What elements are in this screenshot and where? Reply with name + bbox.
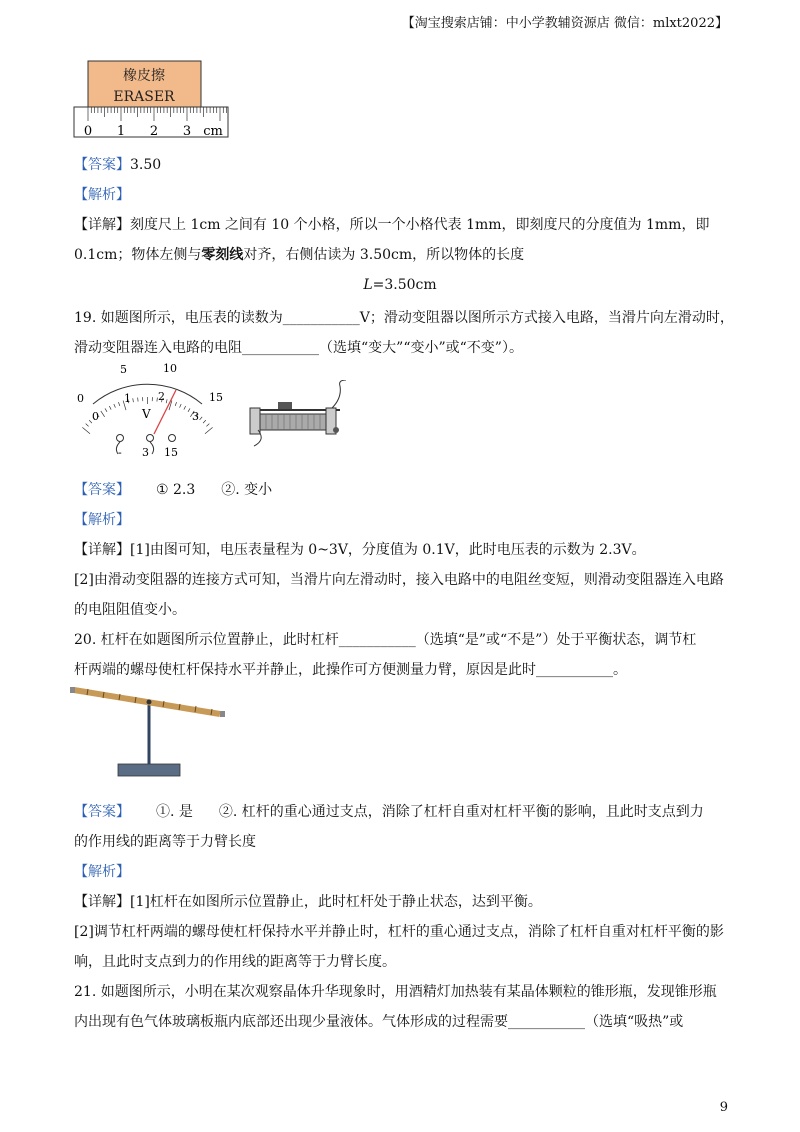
q19-stem-line2: 滑动变阻器连入电路的电阻___________（选填“变大”“变小”或“不变”）。 xyxy=(74,340,523,356)
meter-tick xyxy=(82,427,90,433)
page-number: 9 xyxy=(719,1100,728,1115)
voltmeter-figure xyxy=(68,362,238,460)
meter-tick xyxy=(184,406,186,410)
meter-outer-0: 0 xyxy=(77,392,84,405)
q19-detail1: 【详解】[1]由图可知，电压表量程为 0~3V，分度值为 0.1V，此时电压表的示数为 2.3V。 xyxy=(74,542,646,558)
q19-analysis-tag: 【解析】 xyxy=(74,512,130,528)
q21-stem-line2: 内出现有色气体玻璃板瓶内底部还出现少量液体。气体形成的过程需要___________（选填“吸热”或 xyxy=(74,1014,684,1030)
terminal-negative xyxy=(117,435,124,442)
lever-stand-base xyxy=(118,764,180,776)
eraser-en-label: ERASER xyxy=(113,89,175,105)
terminal-3 xyxy=(147,435,154,442)
ruler-tick-label-2: 2 xyxy=(149,124,159,139)
meter-tick xyxy=(205,427,213,433)
meter-tick xyxy=(175,402,176,406)
terminal-15 xyxy=(169,435,176,442)
meter-symbol: V xyxy=(142,407,151,421)
terminal-label-15: 15 xyxy=(164,446,178,459)
q18-analysis-tag: 【解析】 xyxy=(74,187,130,203)
meter-tick xyxy=(206,424,209,427)
answer-tag: 【答案】 xyxy=(74,157,130,173)
meter-inner-1: 1 xyxy=(124,392,131,405)
terminal-label-3: 3 xyxy=(142,446,149,459)
ruler-tick-label-1: 1 xyxy=(116,124,126,139)
meter-tick xyxy=(109,406,111,410)
rheostat-slider xyxy=(278,402,292,410)
meter-tick xyxy=(188,408,190,411)
q19-stem-line1: 19. 如题图所示，电压表的读数为___________V；滑动变阻器以图所示方式接入电路，当滑片向左滑动时， xyxy=(74,310,734,326)
meter-tick xyxy=(114,404,116,408)
ruler-tick-label-3: 3 xyxy=(182,124,192,139)
q19-answer: 【答案】 ① 2.3 ②. 变小 xyxy=(74,482,273,498)
q18-detail-line1: 【详解】刻度尺上 1cm 之间有 10 个小格，所以一个小格代表 1mm，即刻度尺的分度值为 1mm，即 xyxy=(74,217,710,233)
meter-outer-15: 15 xyxy=(209,391,223,404)
detail-tag: 【详解】 xyxy=(74,217,130,233)
meter-tick xyxy=(105,408,107,411)
meter-inner-2: 2 xyxy=(158,390,165,403)
ruler-tick-label-0: 0 xyxy=(83,124,93,139)
meter-inner-0: 0 xyxy=(92,410,99,423)
page-header: 【淘宝搜索店铺：中小学教辅资源店 微信：mlxt2022】 xyxy=(401,16,728,31)
zero-mark-term: 零刻线 xyxy=(201,247,244,263)
rheostat-coil xyxy=(260,414,326,430)
left-balance-nut xyxy=(70,687,75,693)
q20-analysis-tag: 【解析】 xyxy=(74,864,130,880)
q20-answer-line2: 的作用线的距离等于力臂长度 xyxy=(74,834,256,850)
q20-stem-line2: 杆两端的螺母使杠杆保持水平并静止，此操作可方便测量力臂，原因是此时___________。 xyxy=(74,662,627,678)
q19-detail2-line2: 的电阻阻值变小。 xyxy=(74,602,186,618)
meter-tick xyxy=(101,411,105,417)
meter-inner-3: 3 xyxy=(192,410,199,423)
lever-figure xyxy=(70,684,230,780)
right-balance-nut xyxy=(220,711,225,717)
q18-answer xyxy=(74,155,161,175)
meter-tick xyxy=(203,420,206,423)
q20-detail2-line2: 响，且此时支点到力的作用线的距离等于力臂长度。 xyxy=(74,954,396,970)
terminal-label-neg: - xyxy=(118,446,122,459)
q18-answer-value: 3.50 xyxy=(130,157,162,173)
meter-tick xyxy=(118,402,119,406)
ruler-eraser-figure xyxy=(72,58,232,142)
meter-outer-5: 5 xyxy=(120,363,127,376)
q18-detail-line2: 0.1cm；物体左侧与零刻线对齐，右侧估读为 3.50cm，所以物体的长度 xyxy=(74,247,525,263)
q20-answer-line1: 【答案】 ①. 是 ②. 杠杆的重心通过支点，消除了杠杆自重对杠杆平衡的影响，且此时支点到力 xyxy=(74,804,704,820)
q18-formula: L=3.50cm xyxy=(363,277,437,293)
eraser-cn-label: 橡皮擦 xyxy=(123,68,165,84)
meter-outer-10: 10 xyxy=(163,362,177,375)
ruler-unit: cm xyxy=(203,124,223,139)
meter-tick xyxy=(200,417,203,420)
q19-detail2-line1: [2]由滑动变阻器的连接方式可知，当滑片向左滑动时，接入电路中的电阻丝变短，则滑动变阻器连入电路 xyxy=(74,572,724,588)
q20-stem-line1: 20. 杠杆在如题图所示位置静止，此时杠杆___________（选填“是”或“不是”）处于平衡状态，调节杠 xyxy=(74,632,697,648)
meter-tick xyxy=(180,404,182,408)
q20-detail2-line1: [2]调节杠杆两端的螺母使杠杆保持水平并静止时，杠杆的重心通过支点，消除了杠杆自重对杠杆平衡的影 xyxy=(74,924,724,940)
q21-stem-line1: 21. 如题图所示，小明在某次观察晶体升华现象时，用酒精灯加热装有某晶体颗粒的锥形瓶，发现锥形瓶 xyxy=(74,984,717,1000)
meter-tick xyxy=(86,424,89,427)
q20-detail1: 【详解】[1]杠杆在如图所示位置静止，此时杠杆处于静止状态，达到平衡。 xyxy=(74,894,542,910)
meter-tick xyxy=(133,398,134,402)
sliding-rheostat-figure xyxy=(244,380,356,448)
lever-pivot xyxy=(147,700,152,705)
meter-tick xyxy=(166,399,167,403)
